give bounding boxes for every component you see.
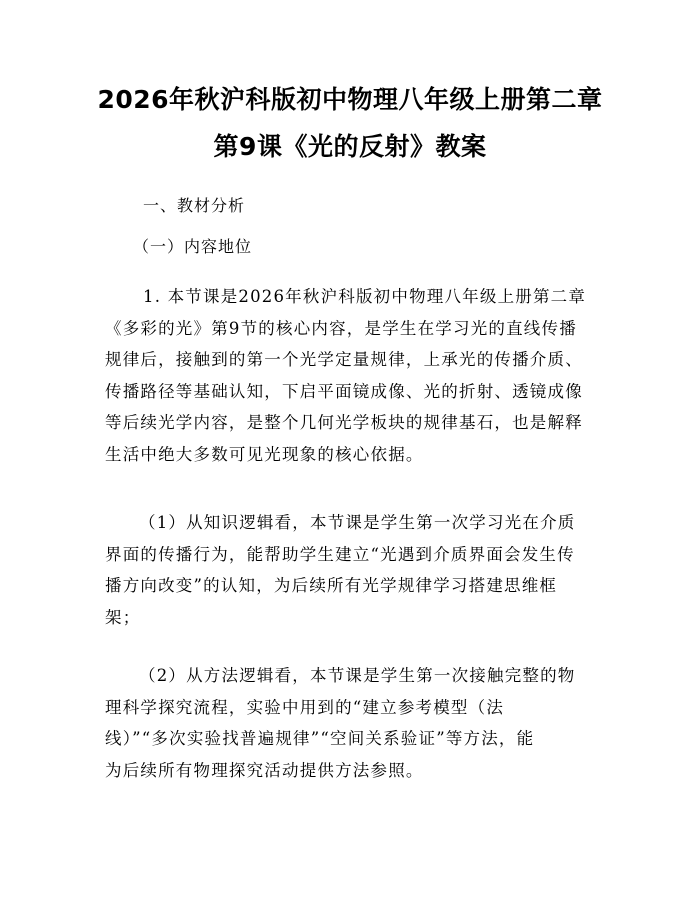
paragraph-line: （1）从知识逻辑看，本节课是学生第一次学习光在介质 — [139, 513, 576, 532]
paragraph-line: 生活中绝大多数可见光现象的核心依据。 — [105, 444, 424, 464]
paragraph-line: 等后续光学内容，是整个几何光学板块的规律基石，也是解释 — [105, 413, 583, 432]
subsection-heading: （一）内容地位 — [133, 237, 253, 256]
paragraph-line: 界面的传播行为，能帮助学生建立“光遇到介质界面会发生传 — [105, 544, 575, 564]
paragraph-content-position — [105, 281, 605, 470]
paragraph-line: 为后续所有物理探究活动提供方法参照。 — [105, 760, 424, 780]
section-heading: 一、教材分析 — [143, 196, 246, 215]
paragraph-line: 播方向改变”的认知，为后续所有光学规律学习搭建思维框 — [105, 576, 558, 595]
document-title-line-1: 2026年秋沪科版初中物理八年级上册第二章 — [97, 85, 603, 114]
paragraph-line: 《多彩的光》第9节的核心内容，是学生在学习光的直线传播 — [105, 318, 577, 338]
paragraph-line: 理科学探究流程，实验中用到的“建立参考模型（法 — [105, 697, 505, 717]
paragraph-line: 传播路径等基础认知，下启平面镜成像、光的折射、透镜成像 — [105, 381, 583, 401]
paragraph-line: （2）从方法逻辑看，本节课是学生第一次接触完整的物 — [139, 666, 576, 685]
paragraph-line: 1. 本节课是2026年秋沪科版初中物理八年级上册第二章 — [143, 287, 587, 306]
paragraph-method-logic — [105, 660, 605, 786]
paragraph-line: 规律后，接触到的第一个光学定量规律，上承光的传播介质、 — [105, 350, 583, 369]
document-title-line-2: 第9课《光的反射》教案 — [213, 132, 487, 161]
paragraph-line: 架； — [105, 607, 141, 627]
paragraph-line: 线）”“多次实验找普遍规律”“空间关系验证”等方法，能 — [105, 729, 535, 748]
paragraph-knowledge-logic — [105, 507, 605, 633]
